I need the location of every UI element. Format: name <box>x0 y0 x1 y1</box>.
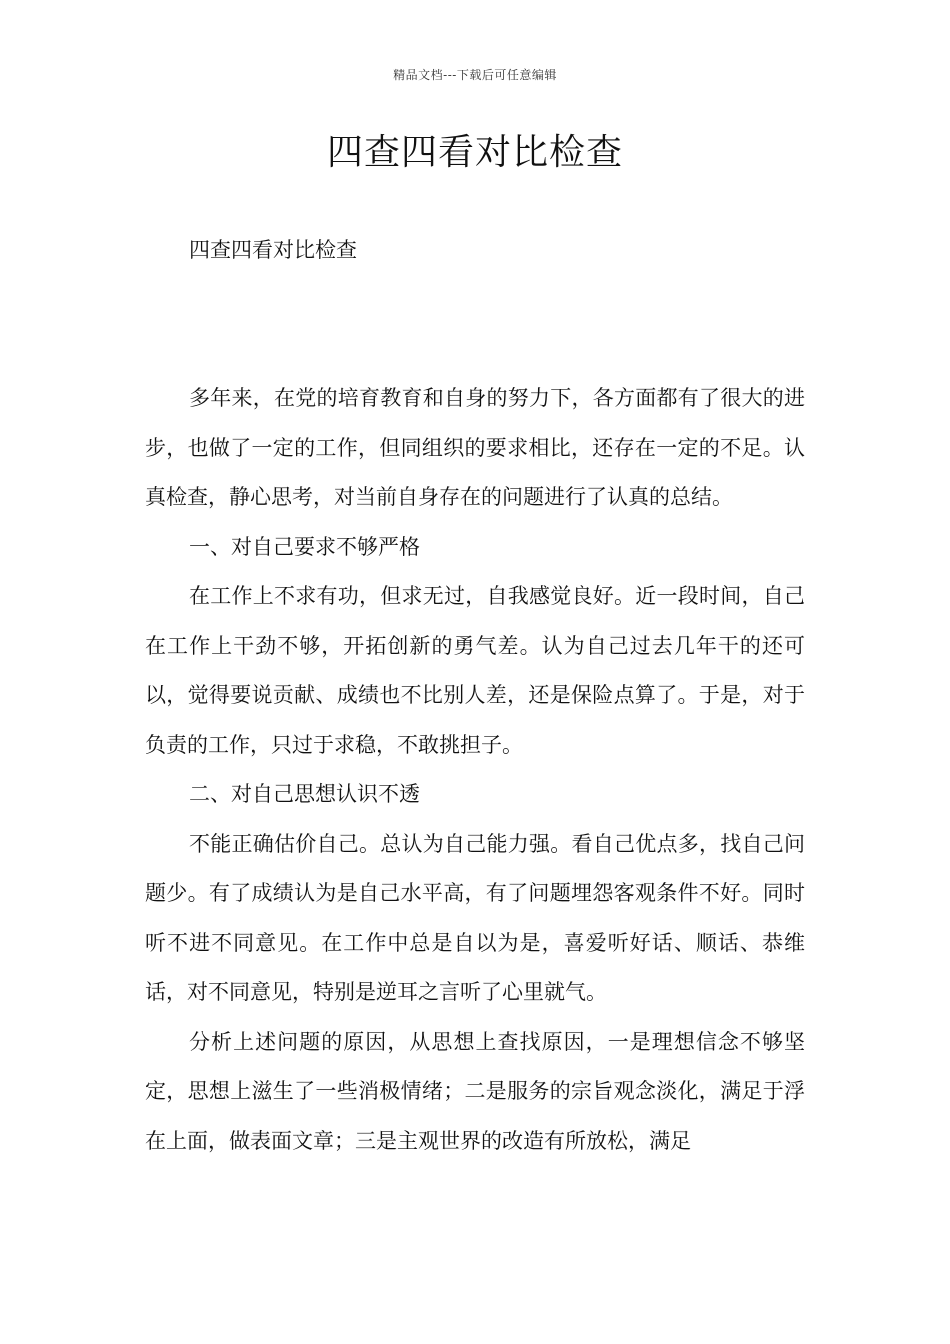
paragraph-analysis: 分析上述问题的原因，从思想上查找原因，一是理想信念不够坚定，思想上滋生了一些消极情绪；二是服务的宗旨观念淡化，满足于浮在上面，做表面文章；三是主观世界的改造有所放松，满足 <box>145 1029 805 1153</box>
document-body <box>145 374 805 1166</box>
section-heading-2: 二、对自己思想认识不透 <box>189 782 420 806</box>
paragraph-intro: 多年来，在党的培育教育和自身的努力下，各方面都有了很大的进步，也做了一定的工作，但同组织的要求相比，还存在一定的不足。认真检查，静心思考，对当前自身存在的问题进行了认真的总结。 <box>145 386 805 509</box>
section-heading-1: 一、对自己要求不够严格 <box>189 534 420 559</box>
paragraph-section-1: 在工作上不求有功，但求无过，自我感觉良好。近一段时间，自己在工作上干劲不够，开拓创新的勇气差。认为自己过去几年干的还可以，觉得要说贡献、成绩也不比别人差，还是保险点算了。于是，对于负责的工作，只过于求稳，不敢挑担子。 <box>145 584 805 757</box>
document-subtitle: 四查四看对比检查 <box>189 238 357 262</box>
document-title: 四查四看对比检查 <box>326 132 623 173</box>
header-note: 精品文档---下载后可任意编辑 <box>393 68 557 82</box>
paragraph-section-2: 不能正确估价自己。总认为自己能力强。看自己优点多，找自己问题少。有了成绩认为是自己水平高，有了问题埋怨客观条件不好。同时听不进不同意见。在工作中总是自以为是，喜爱听好话、顺话、恭维话，对不同意见，特别是逆耳之言听了心里就气。 <box>145 831 805 1004</box>
